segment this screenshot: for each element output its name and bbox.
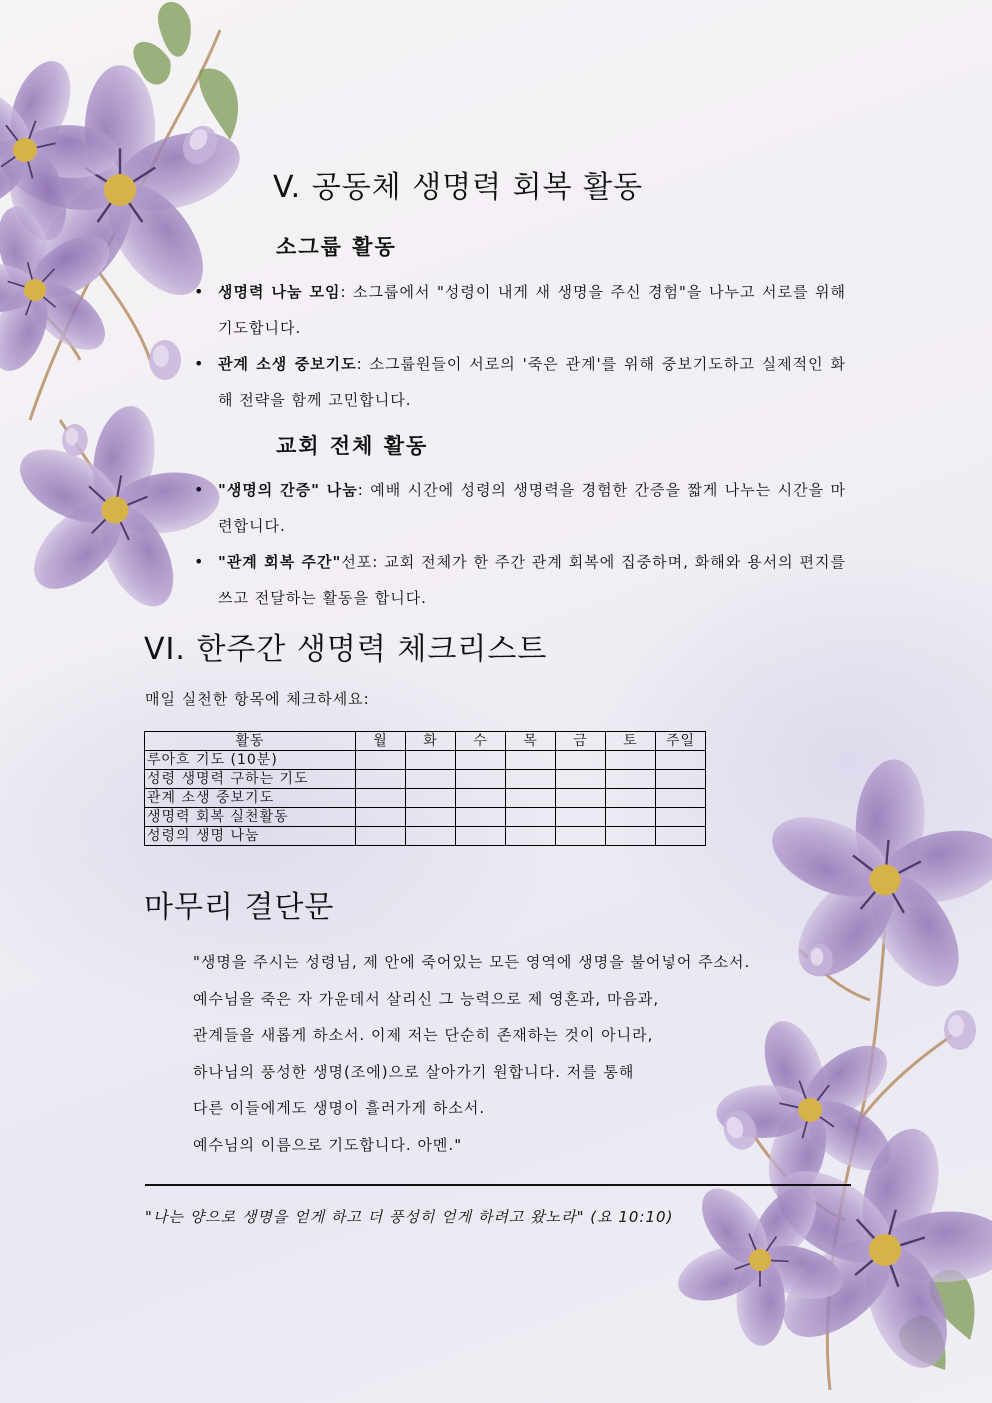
check-cell[interactable] [656,808,706,827]
check-cell[interactable] [356,827,406,846]
check-cell[interactable] [456,751,506,770]
divider [145,1184,851,1186]
check-cell[interactable] [406,827,456,846]
check-cell[interactable] [656,827,706,846]
check-cell[interactable] [556,770,606,789]
table-row [145,751,706,770]
check-cell[interactable] [356,808,406,827]
prayer-line: 예수님의 이름으로 기도합니다. 아멘." [193,1135,463,1154]
col-fri: 금 [556,732,606,751]
check-cell[interactable] [606,751,656,770]
item-title: 생명력 나눔 모임 [218,283,341,301]
check-cell[interactable] [506,827,556,846]
activity-cell: 성령의 생명 나눔 [145,827,356,846]
church-heading: 교회 전체 활동 [276,434,429,458]
closing-prayer [193,944,833,1163]
col-activity: 활동 [145,732,356,751]
small-group-list [218,274,846,418]
section5-title: V. 공동체 생명력 회복 활동 [273,170,644,205]
item-title: "생명의 간증" 나눔 [218,481,358,499]
table-row [145,827,706,846]
check-cell[interactable] [456,789,506,808]
check-cell[interactable] [406,789,456,808]
activity-cell: 성령 생명력 구하는 기도 [145,770,356,789]
item-text: 선포: 교회 전체가 한 주간 관계 회복에 집중하며, 화해와 용서의 편지를 쓰고 전달하는 활동을 합니다. [218,553,846,607]
col-wed: 수 [456,732,506,751]
check-cell[interactable] [556,808,606,827]
section6-title: VI. 한주간 생명력 체크리스트 [144,632,548,667]
small-group-heading: 소그룹 활동 [276,235,397,259]
check-cell[interactable] [606,770,656,789]
prayer-line: 하나님의 풍성한 생명(조에)으로 살아가기 원합니다. 저를 통해 [193,1062,635,1081]
check-cell[interactable] [356,789,406,808]
check-cell[interactable] [656,789,706,808]
list-item [218,544,846,616]
col-thu: 목 [506,732,556,751]
table-row [145,789,706,808]
check-cell[interactable] [506,770,556,789]
check-cell[interactable] [556,827,606,846]
check-cell[interactable] [506,808,556,827]
prayer-line: 관계들을 새롭게 하소서. 이제 저는 단순히 존재하는 것이 아니라, [193,1026,654,1044]
check-cell[interactable] [506,789,556,808]
item-text: : 소그룹에서 "성령이 내게 새 생명을 주신 경험"을 나누고 서로를 위해 기도합니다. [218,283,846,337]
list-item [218,472,846,544]
check-cell[interactable] [456,770,506,789]
col-tue: 화 [406,732,456,751]
table-header-row [145,732,706,751]
check-cell[interactable] [556,789,606,808]
checklist-intro: 매일 실천한 항목에 체크하세요: [145,690,370,708]
prayer-line: "생명을 주시는 성령님, 제 안에 죽어있는 모든 영역에 생명을 불어넣어 주소서. [193,953,751,971]
check-cell[interactable] [606,808,656,827]
prayer-line: 예수님을 죽은 자 가운데서 살리신 그 능력으로 제 영혼과, 마음과, [193,989,660,1008]
check-cell[interactable] [406,751,456,770]
item-text: : 소그룹원들이 서로의 '죽은 관계'를 위해 중보기도하고 실제적인 화해 전략을 함께 고민합니다. [218,355,846,409]
item-text: : 예배 시간에 성령의 생명력을 경험한 간증을 짧게 나누는 시간을 마련합니다. [218,481,846,535]
col-sat: 토 [606,732,656,751]
check-cell[interactable] [406,808,456,827]
list-item [218,274,846,346]
table-row [145,770,706,789]
check-cell[interactable] [656,751,706,770]
church-list [218,472,846,616]
closing-title: 마무리 결단문 [144,890,335,925]
check-cell[interactable] [556,751,606,770]
check-cell[interactable] [606,789,656,808]
col-sun: 주일 [656,732,706,751]
check-cell[interactable] [356,751,406,770]
table-row [145,808,706,827]
activity-cell: 생명력 회복 실천활동 [145,808,356,827]
check-cell[interactable] [506,751,556,770]
activity-cell: 관계 소생 중보기도 [145,789,356,808]
check-cell[interactable] [456,808,506,827]
check-cell[interactable] [406,770,456,789]
check-cell[interactable] [656,770,706,789]
item-title: 관계 소생 중보기도 [218,355,357,373]
checklist-table [144,731,706,846]
item-title: "관계 회복 주간" [218,553,342,571]
list-item [218,346,846,418]
col-mon: 월 [356,732,406,751]
scripture-verse: "나는 양으로 생명을 얻게 하고 더 풍성히 얻게 하려고 왔노라" (요 10:10) [145,1208,674,1226]
prayer-line: 다른 이들에게도 생명이 흘러가게 하소서. [193,1099,486,1117]
check-cell[interactable] [606,827,656,846]
check-cell[interactable] [356,770,406,789]
check-cell[interactable] [456,827,506,846]
activity-cell: 루아흐 기도 (10분) [145,751,356,770]
